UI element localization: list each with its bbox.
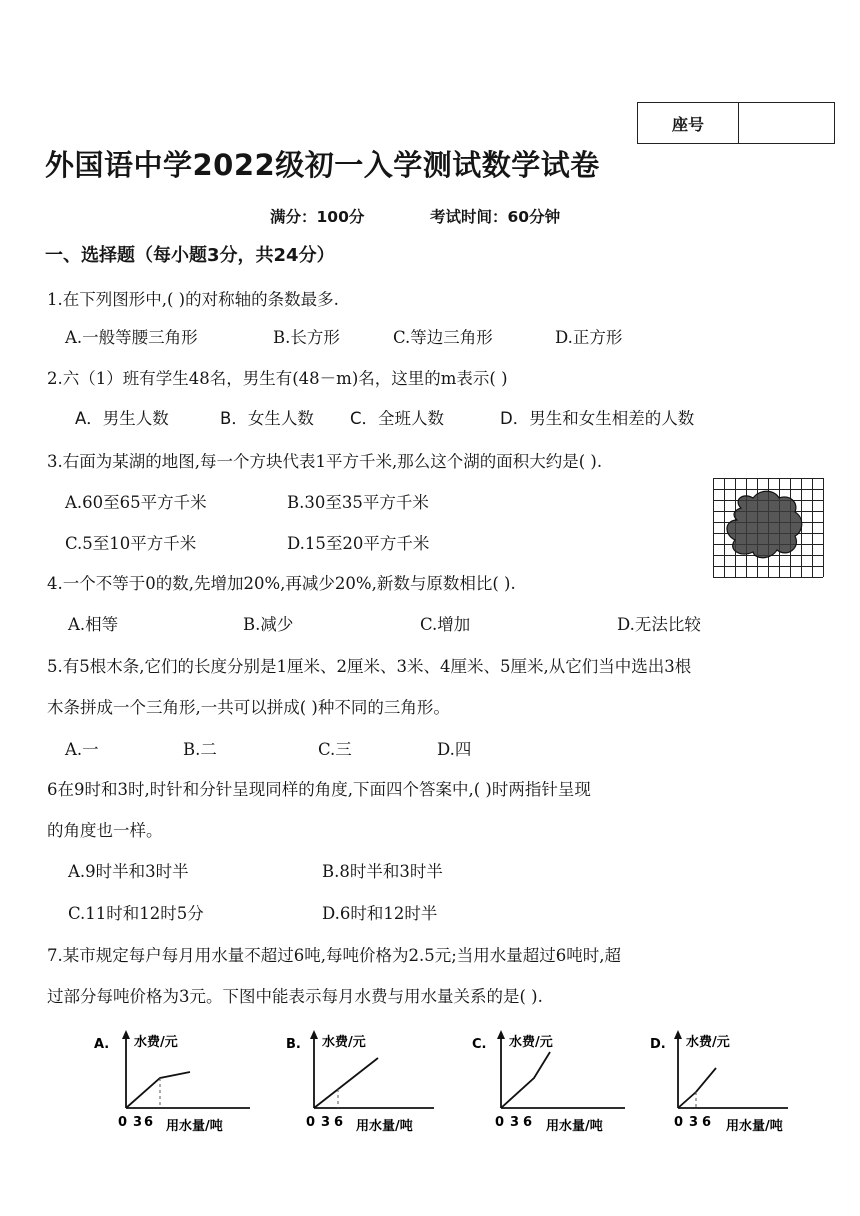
q5-option-d[interactable]: D.四 [437, 740, 472, 759]
exam-time: 考试时间：60分钟 [430, 208, 561, 226]
question-7-stem-line-1: 7.某市规定每户每月用水量不超过6吨,每吨价格为2.5元;当用水量超过6吨时,超 [47, 946, 622, 965]
q6-option-d[interactable]: D.6时和12时半 [322, 904, 438, 923]
graph-line [501, 1052, 550, 1108]
tick-6: 6 [144, 1115, 154, 1130]
q3-option-c[interactable]: C.5至10平方千米 [65, 534, 197, 553]
full-score: 满分：100分 [270, 208, 365, 226]
q1-option-c[interactable]: C.等边三角形 [393, 328, 493, 347]
q3-option-a[interactable]: A.60至65平方千米 [65, 493, 207, 512]
graph-line [126, 1072, 190, 1108]
q7-graph-letter: D. [650, 1037, 666, 1052]
q6-option-c[interactable]: C.11时和12时5分 [68, 904, 204, 923]
tick-6: 6 [702, 1115, 712, 1130]
lake-shape [727, 491, 802, 558]
q2-option-d[interactable]: D．男生和女生相差的人数 [500, 409, 695, 428]
y-axis-label: 水费/元 [134, 1035, 178, 1050]
q1-option-a[interactable]: A.一般等腰三角形 [65, 328, 198, 347]
q2-option-c[interactable]: C．全班人数 [350, 409, 445, 428]
tick-3: 3 [321, 1115, 331, 1130]
q3-option-b[interactable]: B.30至35平方千米 [287, 493, 429, 512]
lake-grid-map [713, 478, 825, 582]
y-axis-label: 水费/元 [322, 1035, 366, 1050]
q7-graph-c[interactable] [470, 1022, 645, 1141]
q7-graph-letter: A. [94, 1037, 110, 1052]
x-axis-label: 用水量/吨 [726, 1119, 783, 1134]
seat-number-label: 座号 [638, 103, 739, 143]
q5-option-c[interactable]: C.三 [318, 740, 352, 759]
q7-graph-letter: B. [286, 1037, 301, 1052]
y-axis-label: 水费/元 [686, 1035, 730, 1050]
x-axis-label: 用水量/吨 [166, 1119, 223, 1134]
q4-option-d[interactable]: D.无法比较 [617, 615, 701, 634]
question-2-stem: 2.六（1）班有学生48名，男生有(48－m)名，这里的m表示( ) [47, 369, 508, 388]
y-axis-label: 水费/元 [509, 1035, 553, 1050]
question-6-stem-line-2: 的角度也一样。 [47, 821, 163, 840]
q7-graph-letter: C. [472, 1037, 487, 1052]
q4-option-a[interactable]: A.相等 [68, 615, 119, 634]
seat-number-box [637, 102, 835, 144]
tick-6: 6 [523, 1115, 533, 1130]
tick-0: 0 [495, 1115, 505, 1130]
q7-graph-d[interactable] [648, 1022, 823, 1141]
q5-option-b[interactable]: B.二 [183, 740, 217, 759]
tick-6: 6 [334, 1115, 344, 1130]
question-5-stem-line-1: 5.有5根木条,它们的长度分别是1厘米、2厘米、3米、4厘米、5厘米,从它们当中选出3根 [47, 657, 692, 676]
q4-option-c[interactable]: C.增加 [420, 615, 471, 634]
section-title: 一、选择题（每小题3分，共24分） [45, 245, 335, 266]
tick-0: 0 [674, 1115, 684, 1130]
seat-number-field[interactable] [739, 103, 834, 143]
question-5-stem-line-2: 木条拼成一个三角形,一共可以拼成( )种不同的三角形。 [47, 698, 450, 717]
x-axis-label: 用水量/吨 [546, 1119, 603, 1134]
graph-line [314, 1058, 378, 1108]
tick-3: 3 [133, 1115, 143, 1130]
q6-option-b[interactable]: B.8时半和3时半 [322, 862, 443, 881]
q7-graph-a[interactable] [92, 1022, 267, 1141]
graph-line [678, 1068, 716, 1108]
q3-option-d[interactable]: D.15至20平方千米 [287, 534, 430, 553]
question-1-stem: 1.在下列图形中,( )的对称轴的条数最多. [47, 290, 339, 309]
q7-graph-b[interactable] [284, 1022, 459, 1141]
x-axis-label: 用水量/吨 [356, 1119, 413, 1134]
question-7-stem-line-2: 过部分每吨价格为3元。下图中能表示每月水费与用水量关系的是( ). [47, 987, 543, 1006]
q2-option-b[interactable]: B．女生人数 [220, 409, 314, 428]
tick-0: 0 [306, 1115, 316, 1130]
q5-option-a[interactable]: A.一 [65, 740, 99, 759]
q6-option-a[interactable]: A.9时半和3时半 [68, 862, 189, 881]
tick-3: 3 [510, 1115, 520, 1130]
q1-option-d[interactable]: D.正方形 [555, 328, 623, 347]
tick-0: 0 [118, 1115, 128, 1130]
q2-option-a[interactable]: A．男生人数 [75, 409, 169, 428]
question-4-stem: 4.一个不等于0的数,先增加20%,再减少20%,新数与原数相比( ). [47, 574, 516, 593]
exam-title: 外国语中学2022级初一入学测试数学试卷 [45, 148, 600, 182]
question-6-stem-line-1: 6在9时和3时,时针和分针呈现同样的角度,下面四个答案中,( )时两指针呈现 [47, 780, 591, 799]
question-3-stem: 3.右面为某湖的地图,每一个方块代表1平方千米,那么这个湖的面积大约是( ). [47, 452, 603, 471]
tick-3: 3 [689, 1115, 699, 1130]
q1-option-b[interactable]: B.长方形 [273, 328, 340, 347]
q4-option-b[interactable]: B.减少 [243, 615, 294, 634]
